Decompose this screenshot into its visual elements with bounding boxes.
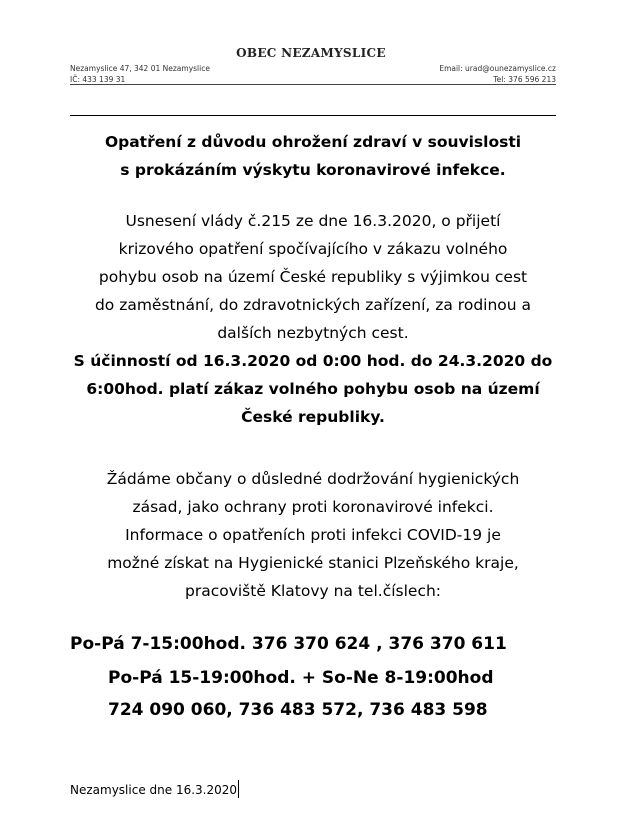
contact-hours-evening-weekend: Po-Pá 15-19:00hod. + So-Ne 8-19:00hod bbox=[108, 668, 494, 688]
request-line: zásad, jako ochrany proti koronavirové infekci. bbox=[132, 498, 494, 516]
request-line: Informace o opatřeních proti infekci COVID-19 je bbox=[125, 526, 501, 544]
place-date-text: Nezamyslice dne 16.3.2020 bbox=[70, 783, 238, 797]
text-cursor bbox=[238, 780, 239, 798]
org-phone: Tel: 376 596 213 bbox=[493, 75, 556, 84]
document-title bbox=[58, 128, 568, 184]
resolution-line: pohybu osob na území České republiky s výjimkou cest bbox=[98, 268, 528, 286]
header-rule bbox=[70, 84, 556, 85]
title-line: s prokázáním výskytu koronavirové infekce. bbox=[120, 161, 506, 179]
request-line: pracoviště Klatovy na tel.číslech: bbox=[184, 582, 442, 600]
org-address: Nezamyslice 47, 342 01 Nezamyslice bbox=[70, 64, 210, 73]
place-and-date bbox=[70, 780, 239, 798]
notice-line: České republiky. bbox=[241, 408, 385, 426]
notice-line: 6:00hod. platí zákaz volného pohybu osob na území bbox=[86, 380, 540, 398]
org-email: Email: urad@ounezamyslice.cz bbox=[439, 64, 556, 73]
contact-phone-numbers: 724 090 060, 736 483 572, 736 483 598 bbox=[108, 700, 488, 720]
org-ic: IČ: 433 139 31 bbox=[70, 75, 126, 84]
movement-ban-notice bbox=[58, 347, 568, 431]
resolution-line: do zaměstnání, do zdravotnických zařízení, za rodinou a bbox=[94, 296, 532, 314]
title-line: Opatření z důvodu ohrožení zdraví v souvislosti bbox=[104, 133, 522, 151]
resolution-line: krizového opatření spočívajícího v zákazu volného bbox=[118, 240, 508, 258]
hygiene-request-paragraph bbox=[58, 465, 568, 605]
header-left-block bbox=[70, 63, 210, 85]
request-line: Žádáme občany o důsledné dodržování hygienických bbox=[106, 470, 520, 488]
resolution-line: Usnesení vlády č.215 ze dne 16.3.2020, o přijetí bbox=[125, 212, 501, 230]
contact-hours-weekday-day: Po-Pá 7-15:00hod. 376 370 624 , 376 370 611 bbox=[70, 634, 507, 654]
notice-line: S účinností od 16.3.2020 od 0:00 hod. do 24.3.2020 do bbox=[73, 352, 553, 370]
resolution-paragraph bbox=[58, 207, 568, 347]
org-name: OBEC NEZAMYSLICE bbox=[236, 46, 386, 60]
request-line: možné získat na Hygienické stanici Plzeňského kraje, bbox=[107, 554, 519, 572]
header-right-block bbox=[439, 63, 556, 85]
divider-rule bbox=[70, 115, 556, 116]
resolution-line: dalších nezbytných cest. bbox=[217, 324, 409, 342]
